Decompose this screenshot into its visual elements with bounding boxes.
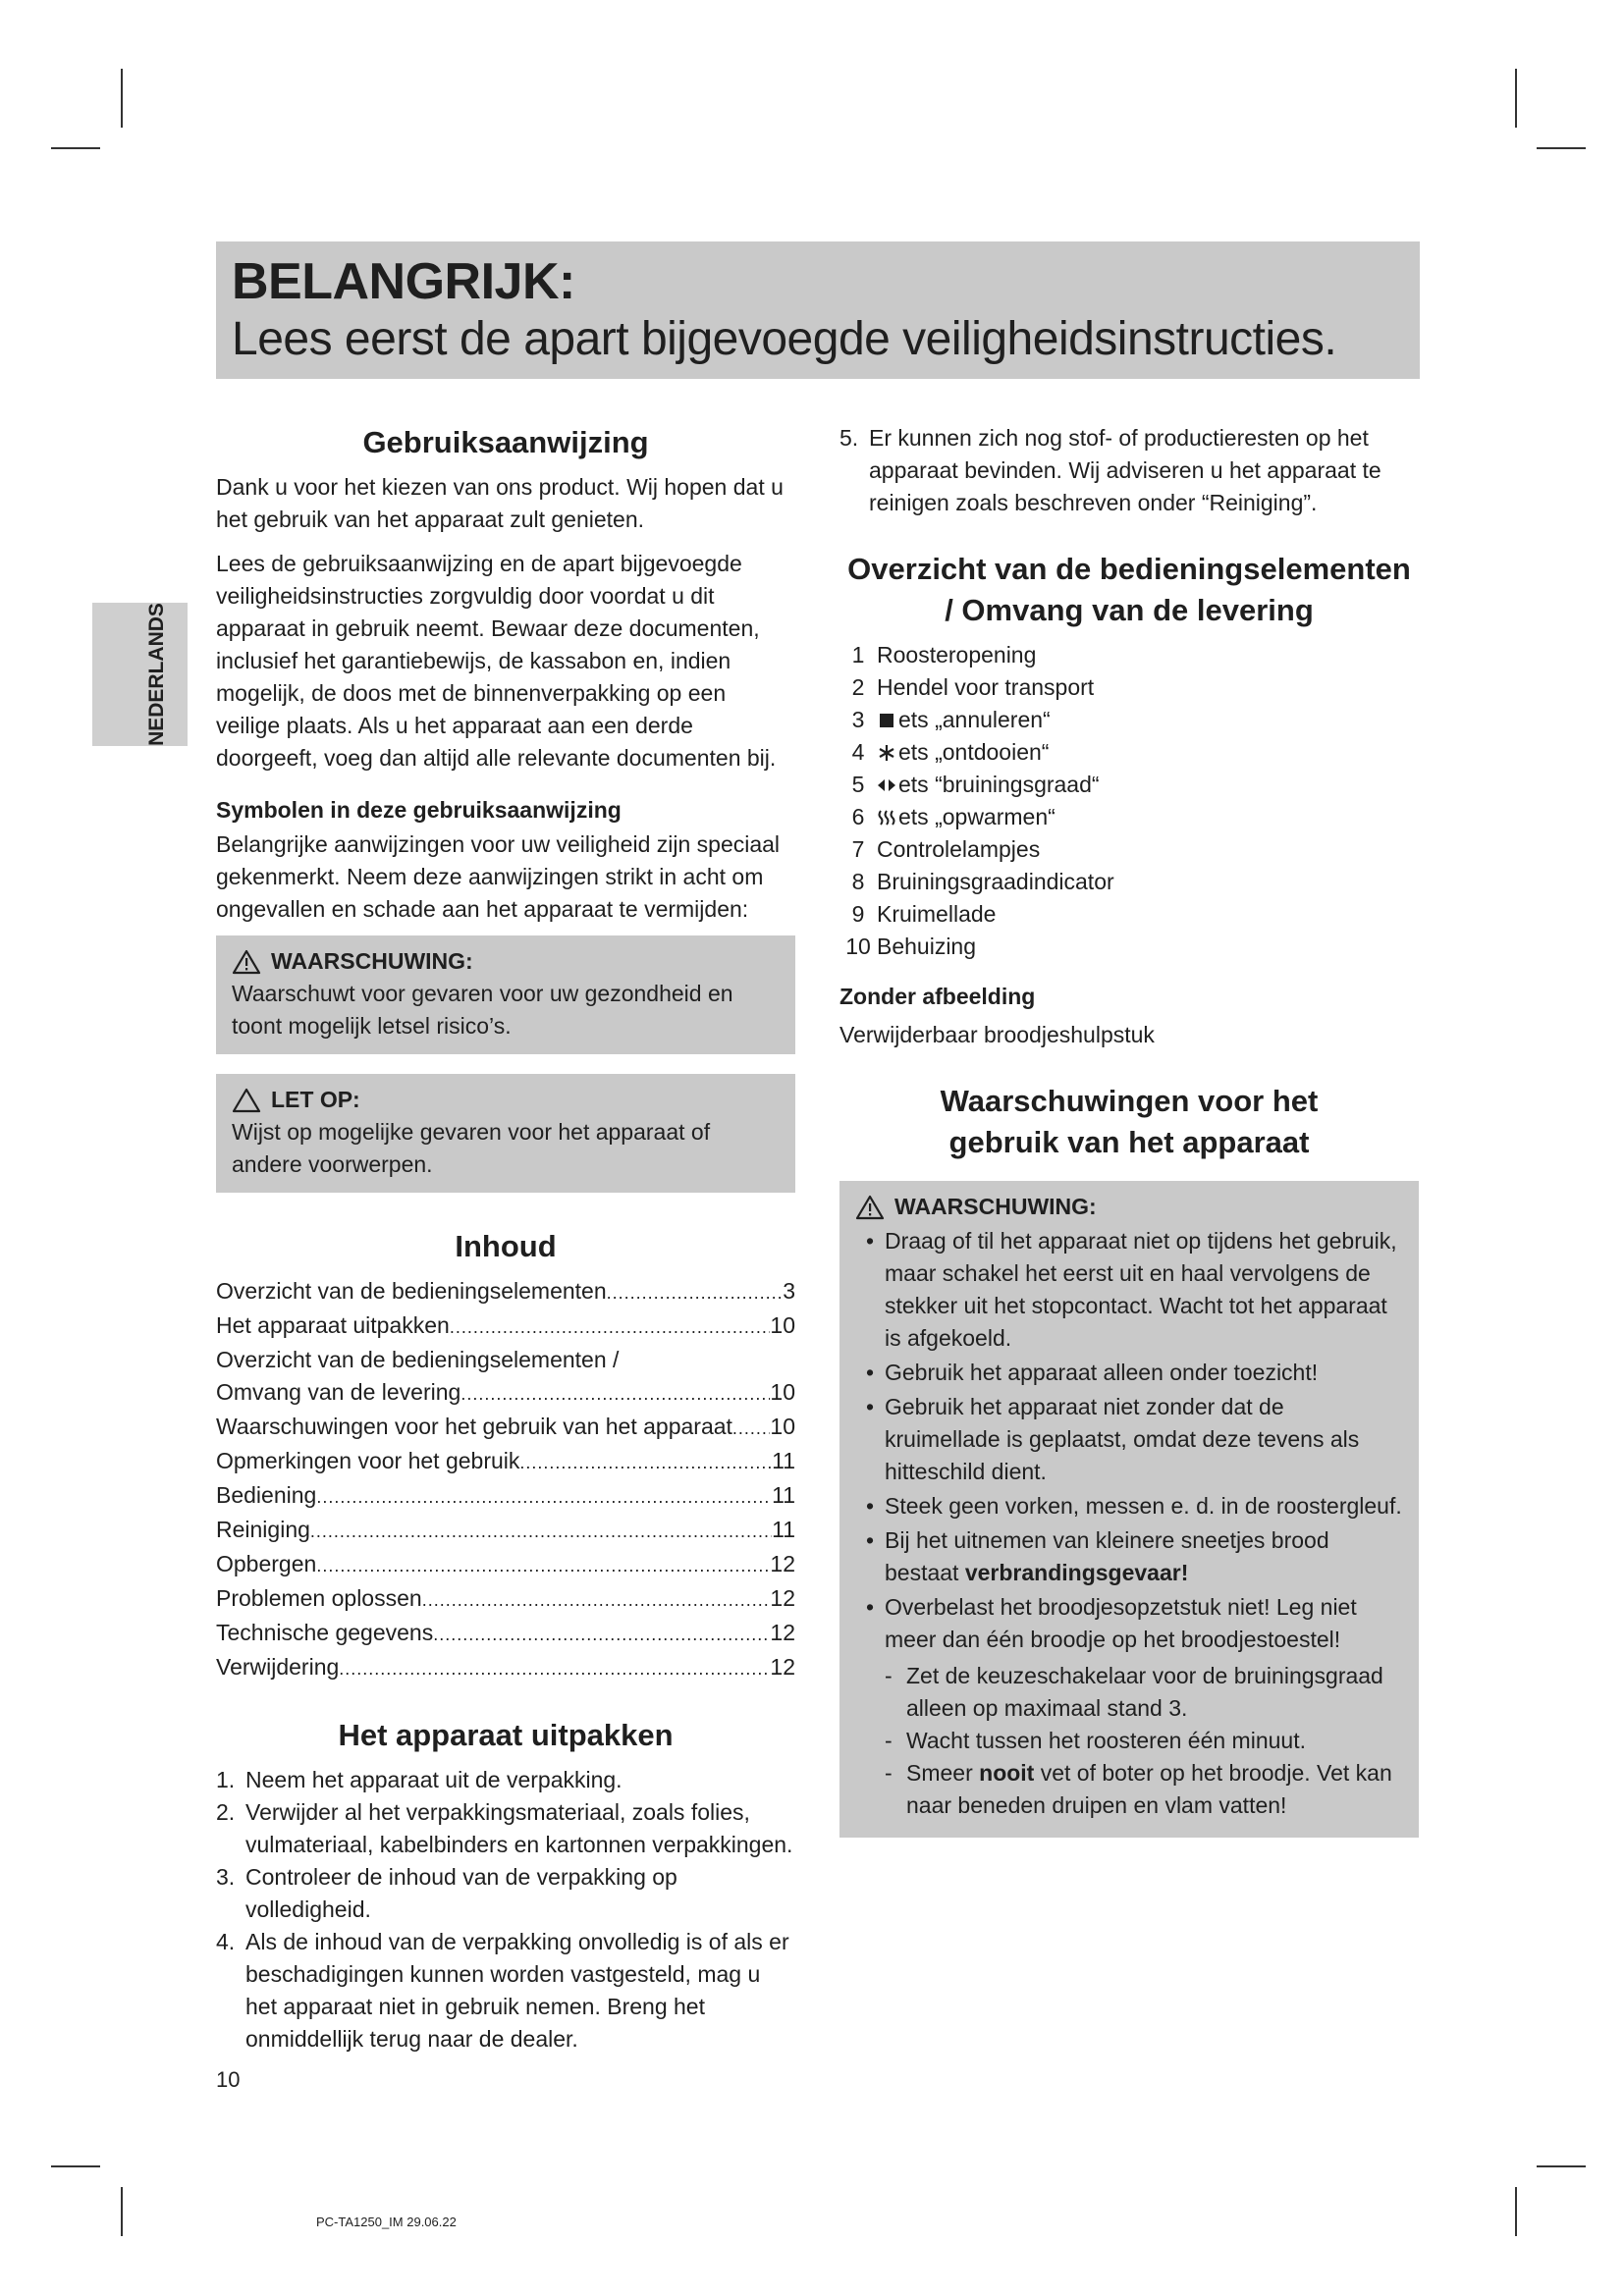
part-number: 8 xyxy=(851,869,865,894)
toc-leader xyxy=(732,1413,770,1445)
crop-mark xyxy=(1515,2187,1517,2236)
sub-list-item: - Smeer nooit vet of boter op het broodje. Vet kan naar beneden druipen en vlam vatten! xyxy=(885,1757,1403,1822)
list-item: • Steek geen vorken, messen e. d. in de roostergleuf. xyxy=(855,1490,1403,1522)
caution-triangle-icon xyxy=(232,1088,261,1113)
step-text: Als de inhoud van de verpakking onvolledig is of als er beschadigingen kunnen worden vastgesteld, mag u het apparaat niet in gebruik nemen. Breng het onmiddellijk terug naar de dealer. xyxy=(245,1929,789,2052)
part-number: 6 xyxy=(851,804,865,829)
usage-warning-head xyxy=(855,1191,1403,1223)
toc-entry-text: Omvang van de levering xyxy=(216,1379,461,1405)
warning-block xyxy=(885,1591,1403,1822)
crop-mark xyxy=(51,147,100,149)
toc-leader xyxy=(316,1550,770,1582)
important-banner xyxy=(216,241,1420,379)
part-number: 10 xyxy=(845,934,871,959)
toc-leader xyxy=(519,1447,772,1479)
left-column xyxy=(216,422,795,2056)
step-number: 3. xyxy=(216,1864,236,1890)
toc-entry-text: Overzicht van de bedieningselementen / xyxy=(216,1347,620,1372)
warning-box-head xyxy=(232,945,780,978)
table-of-contents xyxy=(216,1275,795,1685)
toc-entry-page: 12 xyxy=(770,1585,795,1611)
sub-list xyxy=(885,1660,1403,1822)
toc-leader xyxy=(460,1378,770,1411)
symbols-text: Belangrijke aanwijzingen voor uw veiligheid zijn speciaal gekenmerkt. Neem deze aanwijzingen strikt in acht om ongevallen en schade aan het apparaat te vermijden: xyxy=(216,831,781,922)
intro-heading: Gebruiksaanwijzing xyxy=(362,425,649,459)
toc-entry xyxy=(216,1275,795,1309)
snowflake-icon xyxy=(877,743,896,763)
part-number: 7 xyxy=(851,836,865,862)
sub-text xyxy=(906,1757,1403,1822)
sub-text-emphasis: nooit xyxy=(979,1760,1035,1786)
toc-entry-page: 11 xyxy=(772,1448,795,1473)
heat-waves-icon xyxy=(877,808,896,828)
warning-text: Steek geen vorken, messen e. d. in de roostergleuf. xyxy=(885,1493,1402,1519)
no-image-text: Verwijderbaar broodjeshulpstuk xyxy=(839,1022,1155,1047)
part-number: 3 xyxy=(851,707,865,732)
toc-entry-page: 10 xyxy=(770,1379,795,1405)
part-label: ets „opwarmen“ xyxy=(898,804,1056,829)
toc-entry-page: 3 xyxy=(783,1278,795,1304)
usage-warning-box xyxy=(839,1181,1419,1838)
part-label: Hendel voor transport xyxy=(877,674,1095,700)
list-item xyxy=(839,866,1419,898)
toc-entry-page: 12 xyxy=(770,1620,795,1645)
step-text: Verwijder al het verpakkingsmateriaal, zoals folies, vulmateriaal, kabelbinders en kartonnen verpakkingen. xyxy=(245,1799,793,1857)
part-number: 4 xyxy=(851,739,865,765)
list-item xyxy=(839,801,1419,833)
crop-mark xyxy=(121,2187,123,2236)
part-label: ets „annuleren“ xyxy=(898,707,1051,732)
toc-entry-page: 11 xyxy=(772,1517,795,1542)
part-label: ets “bruiningsgraad“ xyxy=(898,772,1100,797)
symbols-heading: Symbolen in deze gebruiksaanwijzing xyxy=(216,797,622,823)
parts-list xyxy=(839,639,1419,963)
warning-box xyxy=(216,935,795,1054)
toc-entry xyxy=(216,1651,795,1685)
warning-text-emphasis: verbrandingsgevaar! xyxy=(964,1560,1189,1585)
toc-entry xyxy=(216,1309,795,1344)
crop-mark xyxy=(1515,69,1517,128)
toc-leader xyxy=(422,1584,771,1617)
overview-heading: Overzicht van de bedieningselementen / Omvang van de levering xyxy=(847,552,1411,627)
step-text: Er kunnen zich nog stof- of productieresten op het apparaat bevinden. Wij adviseren u het apparaat te reinigen zoals beschreven onder “Reiniging”. xyxy=(869,425,1381,515)
part-number: 1 xyxy=(851,642,865,667)
part-label: ets „ontdooien“ xyxy=(898,739,1050,765)
footer-code: PC-TA1250_IM 29.06.22 xyxy=(316,2215,457,2229)
toc-entry-text: Het apparaat uitpakken xyxy=(216,1312,450,1338)
caution-box-head xyxy=(232,1084,780,1116)
toc-entry xyxy=(216,1344,795,1376)
toc-entry xyxy=(216,1514,795,1548)
toc-entry-text: Technische gegevens xyxy=(216,1620,434,1645)
toc-leader xyxy=(339,1653,770,1685)
step-number: 4. xyxy=(216,1929,236,1954)
toc-entry-page: 10 xyxy=(770,1414,795,1439)
crop-mark xyxy=(1537,2165,1586,2167)
list-item xyxy=(839,639,1419,671)
list-item xyxy=(216,1861,795,1926)
toc-entry-page: 12 xyxy=(770,1654,795,1680)
warning-triangle-icon xyxy=(232,949,261,975)
list-item: • Overbelast het broodjesopzetstuk niet! Leg niet meer dan één broodje op het broodjestoestel! - Zet de keuzeschakelaar voor de bruiningsgraad alleen op maximaal stand 3. - Wacht tussen het roosteren één minuut. - Smeer nooit vet of boter op het broodje. Vet kan naar beneden druipen en vlam vatten! xyxy=(855,1591,1403,1822)
toc-entry xyxy=(216,1479,795,1514)
list-item xyxy=(216,1796,795,1861)
toc-heading: Inhoud xyxy=(455,1229,557,1263)
warning-text: Draag of til het apparaat niet op tijdens het gebruik, maar schakel het eerst uit en haal vervolgens de stekker uit het stopcontact. Wacht tot het apparaat is afgekoeld. xyxy=(885,1228,1397,1351)
list-item xyxy=(839,898,1419,931)
unpack-heading: Het apparaat uitpakken xyxy=(338,1718,674,1752)
part-label: Bruiningsgraadindicator xyxy=(877,869,1114,894)
step-text: Controleer de inhoud van de verpakking op volledigheid. xyxy=(245,1864,677,1922)
unpack-steps-continued xyxy=(839,422,1419,519)
language-tab-label: NEDERLANDS xyxy=(145,603,168,746)
toc-entry-page: 10 xyxy=(770,1312,795,1338)
list-item xyxy=(839,736,1419,769)
right-column xyxy=(839,422,1419,1838)
toc-leader xyxy=(607,1277,784,1309)
toc-entry-text: Verwijdering xyxy=(216,1654,340,1680)
sub-list-item: - Wacht tussen het roosteren één minuut. xyxy=(885,1725,1403,1757)
toc-entry-text: Reiniging xyxy=(216,1517,310,1542)
toc-leader xyxy=(450,1311,771,1344)
part-label: Controlelampjes xyxy=(877,836,1041,862)
warning-text: Gebruik het apparaat alleen onder toezicht! xyxy=(885,1360,1319,1385)
toc-entry-text: Opbergen xyxy=(216,1551,317,1576)
list-item xyxy=(216,1764,795,1796)
step-number: 5. xyxy=(839,425,859,451)
part-number: 9 xyxy=(851,901,865,927)
warning-box-text: Waarschuwt voor gevaren voor uw gezondheid en toont mogelijk letsel risico’s. xyxy=(232,981,733,1039)
step-number: 2. xyxy=(216,1799,236,1825)
sub-list-item: - Zet de keuzeschakelaar voor de bruiningsgraad alleen op maximaal stand 3. xyxy=(885,1660,1403,1725)
list-item: • Bij het uitnemen van kleinere sneetjes brood bestaat verbrandingsgevaar! xyxy=(855,1524,1403,1589)
list-item: • Gebruik het apparaat niet zonder dat de kruimellade is geplaatst, omdat deze tevens als hitteschild dient. xyxy=(855,1391,1403,1488)
sub-text: Wacht tussen het roosteren één minuut. xyxy=(906,1728,1306,1753)
list-item xyxy=(839,671,1419,704)
warning-text-part: Bij het uitnemen van kleinere sneetjes brood bestaat xyxy=(885,1527,1329,1585)
list-item xyxy=(839,704,1419,736)
step-number: 1. xyxy=(216,1767,236,1792)
warning-box-title: WAARSCHUWING: xyxy=(271,948,473,974)
page-number: 10 xyxy=(216,2067,241,2092)
toc-entry xyxy=(216,1548,795,1582)
toc-leader xyxy=(433,1619,770,1651)
toc-entry xyxy=(216,1445,795,1479)
list-item xyxy=(839,931,1419,963)
toc-entry-text: Waarschuwingen voor het gebruik van het apparaat xyxy=(216,1414,732,1439)
toc-leader xyxy=(310,1516,772,1548)
warning-text xyxy=(885,1524,1403,1589)
crop-mark xyxy=(121,69,123,128)
toc-entry-page: 12 xyxy=(770,1551,795,1576)
intro-paragraph: Dank u voor het kiezen van ons product. Wij hopen dat u het gebruik van het apparaat zult genieten. xyxy=(216,474,784,532)
caution-box xyxy=(216,1074,795,1193)
unpack-steps xyxy=(216,1764,795,2056)
toc-entry xyxy=(216,1411,795,1445)
usage-warning-title: WAARSCHUWING: xyxy=(894,1194,1097,1219)
sub-text-part: vet of boter op het broodje. Vet kan naar beneden druipen en vlam vatten! xyxy=(906,1760,1392,1818)
banner-subtitle: Lees eerst de apart bijgevoegde veiligheidsinstructies. xyxy=(232,313,1337,365)
toc-entry xyxy=(216,1617,795,1651)
toc-entry-text: Overzicht van de bedieningselementen xyxy=(216,1278,607,1304)
crop-mark xyxy=(1537,147,1586,149)
part-number: 2 xyxy=(851,674,865,700)
list-item xyxy=(839,769,1419,801)
part-number: 5 xyxy=(851,772,865,797)
intro-paragraph: Lees de gebruiksaanwijzing en de apart bijgevoegde veiligheidsinstructies zorgvuldig door voordat u dit apparaat in gebruik neemt. Bewaar deze documenten, inclusief het garantiebewijs, de kassabon en, indien mogelijk, de doos met de binnenverpakking op een veilige plaats. Als u het apparaat aan een derde doorgeeft, voeg dan altijd alle relevante documenten bij. xyxy=(216,551,777,771)
crop-mark xyxy=(51,2165,100,2167)
warnings-heading: Waarschuwingen voor het gebruik van het apparaat xyxy=(940,1084,1319,1159)
list-item: • Draag of til het apparaat niet op tijdens het gebruik, maar schakel het eerst uit en haal vervolgens de stekker uit het stopcontact. Wacht tot het apparaat is afgekoeld. xyxy=(855,1225,1403,1355)
language-tab xyxy=(92,603,188,746)
caution-box-title: LET OP: xyxy=(271,1087,360,1112)
toc-entry xyxy=(216,1376,795,1411)
banner-title: BELANGRIJK: xyxy=(232,253,575,310)
part-label: Behuizing xyxy=(877,934,977,959)
toc-entry xyxy=(216,1582,795,1617)
toc-entry-text: Problemen oplossen xyxy=(216,1585,422,1611)
warning-text: Overbelast het broodjesopzetstuk niet! Leg niet meer dan één broodje op het broodjestoestel! xyxy=(885,1594,1357,1652)
stop-square-icon xyxy=(877,711,896,730)
toc-leader xyxy=(316,1481,772,1514)
no-image-heading: Zonder afbeelding xyxy=(839,984,1036,1009)
list-item xyxy=(839,422,1419,519)
warning-triangle-icon xyxy=(855,1195,885,1220)
toc-entry-page: 11 xyxy=(772,1482,795,1508)
toc-entry-text: Bediening xyxy=(216,1482,317,1508)
list-item xyxy=(216,1926,795,2056)
list-item xyxy=(839,833,1419,866)
part-label: Roosteropening xyxy=(877,642,1037,667)
sub-text-part: Smeer xyxy=(906,1760,980,1786)
sub-text: Zet de keuzeschakelaar voor de bruiningsgraad alleen op maximaal stand 3. xyxy=(906,1663,1383,1721)
list-item: • Gebruik het apparaat alleen onder toezicht! xyxy=(855,1357,1403,1389)
toc-entry-text: Opmerkingen voor het gebruik xyxy=(216,1448,520,1473)
caution-box-text: Wijst op mogelijke gevaren voor het apparaat of andere voorwerpen. xyxy=(232,1119,711,1177)
part-label: Kruimellade xyxy=(877,901,997,927)
browning-arrows-icon xyxy=(877,775,896,795)
usage-warning-list xyxy=(855,1225,1403,1822)
warning-text: Gebruik het apparaat niet zonder dat de kruimellade is geplaatst, omdat deze tevens als hitteschild dient. xyxy=(885,1394,1360,1484)
step-text: Neem het apparaat uit de verpakking. xyxy=(245,1767,623,1792)
